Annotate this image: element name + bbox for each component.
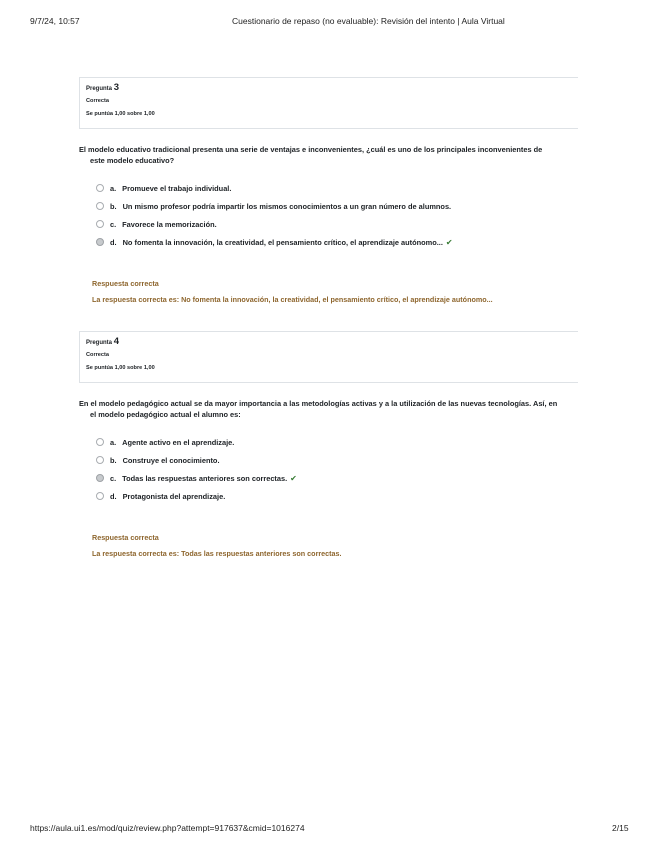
radio-checked-icon[interactable] [96,238,104,246]
question-text-line: En el modelo pedagógico actual se da mayor importancia a las metodologías activas y a la utilización de las nuevas tecnologías. Así, en [79,399,558,408]
answer-option-c[interactable] [96,469,297,487]
option-text: Agente activo en el aprendizaje. [122,437,235,447]
radio-unchecked-icon[interactable] [96,202,104,210]
option-letter: c. [110,219,117,229]
question-state: Correcta [86,352,110,358]
option-letter: d. [110,491,117,501]
answer-option-d[interactable] [96,233,453,251]
question-label: Pregunta [86,340,113,346]
question-text-3 [79,144,577,166]
question-text-line: El modelo educativo tradicional presenta una serie de ventajas e inconvenientes, ¿cuál es uno de los principales inconvenientes de [79,145,543,154]
check-icon: ✔ [290,473,297,483]
question-number [86,337,578,348]
print-date: 9/7/24, 10:57 [30,16,80,26]
option-letter: a. [110,183,117,193]
page-url: https://aula.ui1.es/mod/quiz/review.php?attempt=917637&cmid=1016274 [30,823,305,833]
option-text: Favorece la memorización. [122,219,217,229]
radio-unchecked-icon[interactable] [96,184,104,192]
option-letter: b. [110,455,117,465]
feedback-text: La respuesta correcta es: Todas las respuestas anteriores son correctas. [92,549,342,558]
answer-option-c[interactable] [96,215,453,233]
radio-unchecked-icon[interactable] [96,492,104,500]
answer-option-b[interactable] [96,197,453,215]
option-letter: d. [110,237,117,247]
question-info-4 [79,331,578,383]
question-grade: Se puntúa 1,00 sobre 1,00 [86,111,155,117]
radio-unchecked-icon[interactable] [96,456,104,464]
answer-list-3 [96,179,453,251]
answer-option-b[interactable] [96,451,297,469]
option-text: Promueve el trabajo individual. [122,183,232,193]
question-text-line: este modelo educativo? [90,156,175,165]
question-number [86,83,578,94]
option-text: No fomenta la innovación, la creatividad, el pensamiento crítico, el aprendizaje autónomo... [122,237,443,247]
radio-unchecked-icon[interactable] [96,220,104,228]
check-icon: ✔ [445,237,453,247]
option-text: Un mismo profesor podría impartir los mismos conocimientos a un gran número de alumnos. [122,201,452,211]
answer-list-4 [96,433,297,505]
question-info-3 [79,77,578,129]
answer-option-d[interactable] [96,487,297,505]
question-grade: Se puntúa 1,00 sobre 1,00 [86,365,155,371]
feedback-3 [92,279,493,305]
option-text: Todas las respuestas anteriores son correctas. [122,473,288,483]
question-text-4 [79,398,577,420]
radio-unchecked-icon[interactable] [96,438,104,446]
question-text-line: el modelo pedagógico actual el alumno es: [90,410,241,419]
page-number: 2/15 [612,823,629,833]
option-text: Protagonista del aprendizaje. [122,491,226,501]
feedback-text: La respuesta correcta es: No fomenta la innovación, la creatividad, el pensamiento crítico, el aprendizaje autónomo... [92,295,493,304]
question-number-value: 3 [113,82,119,93]
radio-checked-icon[interactable] [96,474,104,482]
option-letter: c. [110,473,117,483]
option-letter: a. [110,437,117,447]
feedback-title: Respuesta correcta [92,533,159,542]
question-label: Pregunta [86,86,113,92]
answer-option-a[interactable] [96,433,297,451]
feedback-4 [92,533,342,559]
page-title: Cuestionario de repaso (no evaluable): Revisión del intento | Aula Virtual [232,16,505,26]
answer-option-a[interactable] [96,179,453,197]
option-text: Construye el conocimiento. [122,455,220,465]
feedback-title: Respuesta correcta [92,279,159,288]
question-state: Correcta [86,98,110,104]
question-number-value: 4 [113,336,119,347]
option-letter: b. [110,201,117,211]
